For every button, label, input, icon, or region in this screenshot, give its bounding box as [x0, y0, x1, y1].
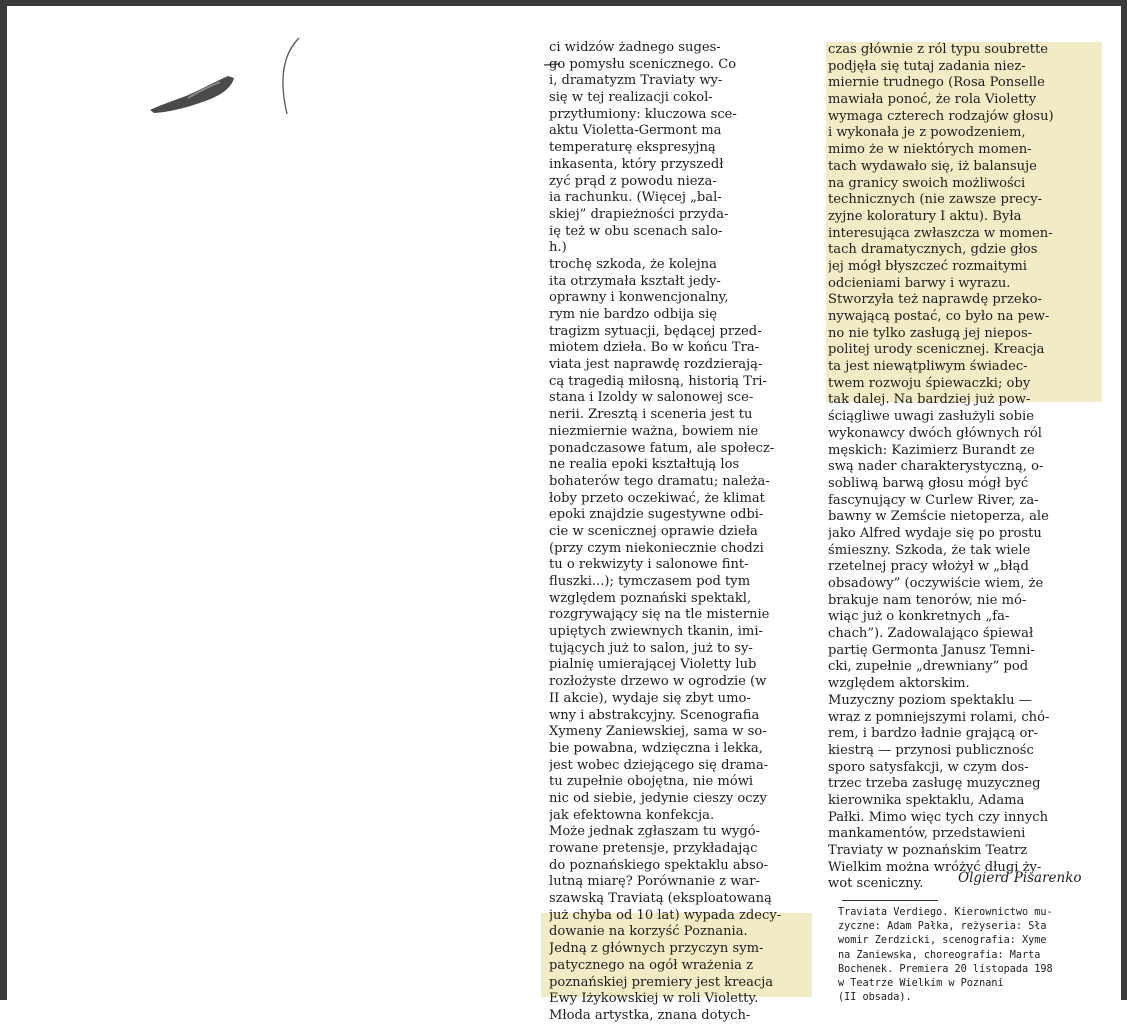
article-line: ię też w obu scenach salo-	[549, 223, 723, 239]
article-left-column	[549, 40, 817, 1025]
scan-border-top	[0, 0, 1127, 6]
article-line: rym nie bardzo odbija się	[549, 307, 718, 322]
article-line: bie powabna, wdzięczna i lekka,	[549, 740, 763, 756]
article-line: do poznańskiego spektaklu abso-	[549, 857, 769, 873]
article-line: brakuje nam tenorów, nie mó-	[828, 592, 1027, 608]
article-line: chach”). Zadowalająco śpiewał	[828, 626, 1034, 642]
article-line: szawską Traviatą (eksploatowaną	[549, 891, 772, 907]
credits-line: zyczne: Adam Pałka, reżyseria: Sła	[838, 921, 1047, 933]
article-line: przytłumiony: kluczowa sce-	[549, 106, 737, 122]
article-line: II akcie), wydaje się zbyt umo-	[549, 690, 751, 706]
article-line: zyć prąd z powodu nieza-	[549, 173, 717, 189]
pencil-arc-mark	[275, 36, 305, 116]
article-line: mimo że w niektórych momen-	[828, 142, 1032, 158]
article-line: inkasenta, który przyszedł	[549, 156, 724, 172]
article-line: miotem dzieła. Bo w końcu Tra-	[549, 340, 760, 356]
article-line: rowane pretensje, przykładając	[549, 841, 758, 856]
article-line: miernie trudnego (Rosa Ponselle	[828, 75, 1045, 91]
article-line: tragizm sytuacji, będącej przed-	[549, 323, 762, 339]
article-line: jest wobec dziejącego się drama-	[549, 757, 769, 773]
article-line: oprawny i konwencjonalny,	[549, 290, 729, 306]
credits-line: na Zaniewska, choreografia: Marta	[838, 949, 1041, 961]
article-line: upiętych zwiewnych tkanin, imi-	[549, 624, 763, 640]
article-line: pialnię umierającej Violetty lub	[549, 657, 757, 673]
article-line: łoby przeto oczekiwać, że klimat	[549, 490, 765, 506]
article-line: wraz z pomniejszymi rolami, chó-	[828, 709, 1050, 725]
article-line: bawny w Zemście nietoperza, ale	[828, 509, 1049, 525]
article-line: twem rozwoju śpiewaczki; oby	[828, 375, 1031, 391]
article-line: jej mógł błyszczeć rozmaitymi	[828, 258, 1027, 274]
article-line: trzec trzeba zasługę muzyczneg	[828, 776, 1041, 792]
article-line: cki, zupełnie „drewniany” pod	[828, 659, 1029, 675]
article-line: ci widzów żadnego suges-	[549, 40, 721, 55]
article-line: wiąc już o konkretnych „fa-	[828, 609, 1010, 625]
article-line: ita otrzymała kształt jedy-	[549, 273, 721, 289]
article-line: Xymeny Zaniewskiej, sama w so-	[549, 724, 767, 740]
article-line: obsadowy” (oczywiście wiem, że	[828, 576, 1044, 591]
credits-rule	[842, 900, 938, 901]
article-line: tach dramatycznych, gdzie głos	[828, 242, 1038, 258]
article-line: mawiała ponoć, że rola Violetty	[828, 92, 1037, 108]
article-line: wot sceniczny.	[828, 876, 924, 892]
article-line: cie w scenicznej oprawie dzieła	[549, 523, 758, 539]
article-line: nic od siebie, jedynie cieszy oczy	[549, 790, 767, 806]
article-line: nerii. Zresztą i sceneria jest tu	[549, 407, 753, 423]
article-line: skiej” drapieżności przyda-	[549, 206, 729, 222]
article-line: partię Germonta Janusz Temni-	[828, 642, 1035, 658]
article-line: aktu Violetta-Germont ma	[549, 123, 722, 139]
article-line: politej urody scenicznej. Kreacja	[828, 342, 1045, 358]
article-right-column	[828, 42, 1120, 893]
article-line: stana i Izoldy w salonowej sce-	[549, 390, 754, 406]
credits-line: w Teatrze Wielkim w Poznani	[838, 977, 1004, 989]
article-line: epoki znajdzie sugestywne odbi-	[549, 507, 764, 523]
article-line: się w tej realizacji cokol-	[549, 90, 713, 106]
article-line: viata jest naprawdę rozdzierają-	[549, 357, 763, 373]
article-line: tak dalej. Na bardziej już pow-	[828, 392, 1031, 408]
article-line: już chyba od 10 lat) wypada zdecy-	[549, 907, 782, 923]
article-line: jako Alfred wydaje się po prostu	[828, 525, 1042, 541]
article-line: dowanie na korzyść Poznania.	[549, 924, 748, 940]
article-line: względem poznański spektakl,	[549, 590, 752, 606]
article-line: czas głównie z ról typu soubrette	[828, 42, 1049, 57]
production-credits	[838, 906, 1120, 1005]
article-line: ściągliwe uwagi zasłużyli sobie	[828, 409, 1034, 425]
article-line: Wielkim można wróżyć długi ży-	[828, 859, 1042, 875]
article-line: temperaturę ekspresyjną	[549, 140, 716, 156]
article-line: wymaga czterech rodzajów głosu)	[828, 108, 1054, 124]
article-line: podjęła się tutaj zadania niez-	[828, 58, 1026, 74]
credits-line: Bochenek. Premiera 20 listopada 198	[838, 963, 1053, 975]
credits-line: womir Żerdzicki, scenografia: Xyme	[838, 935, 1047, 947]
article-line: niezmiernie ważna, bowiem nie	[549, 423, 759, 439]
article-line: ne realia epoki kształtują los	[549, 457, 740, 473]
article-line: Muzyczny poziom spektaklu —	[828, 692, 1032, 708]
article-line: tu o rekwizyty i salonowe fint-	[549, 557, 749, 573]
article-line: Jedną z głównych przyczyn sym-	[549, 941, 764, 957]
article-line: tu zupełnie obojętna, nie mówi	[549, 774, 754, 790]
article-line: sobliwą barwą głosu mógł być	[828, 475, 1029, 491]
credits-line: Traviata Verdiego. Kierownictwo mu-	[838, 907, 1053, 918]
article-line: fluszki...); tymczasem pod tym	[549, 574, 751, 589]
article-line: Może jednak zgłaszam tu wygó-	[549, 824, 761, 840]
ink-smudge-mark	[148, 72, 238, 114]
article-line: trochę szkoda, że kolejna	[549, 256, 717, 272]
article-line: lutną miarę? Porównanie z war-	[549, 874, 760, 890]
scan-border-right	[1121, 0, 1127, 1000]
article-line: tujących już to salon, już to sy-	[549, 640, 753, 656]
article-line: patycznego na ogół wrażenia z	[549, 957, 754, 973]
article-line: sporo satysfakcji, w czym dos-	[828, 759, 1029, 775]
article-line: fascynujący w Curlew River, za-	[828, 492, 1039, 508]
article-line: h.)	[549, 240, 567, 256]
article-line: Pałki. Mimo więc tych czy innych	[828, 809, 1049, 825]
article-line: cą tragedią miłosną, historią Tri-	[549, 373, 767, 389]
author-signature: Olgierd Pisarenko	[958, 870, 1082, 886]
article-line: ponadczasowe fatum, ale społecz-	[549, 440, 775, 456]
article-line: technicznych (nie zawsze precy-	[828, 192, 1043, 208]
article-line: odcieniami barwy i wyrazu.	[828, 275, 1011, 291]
article-line: ia rachunku. (Więcej „bal-	[549, 190, 722, 206]
article-line: śmieszny. Szkoda, że tak wiele	[828, 542, 1031, 558]
article-line: swą nader charakterystyczną, o-	[828, 459, 1044, 475]
article-line: kiestrą — przynosi publicznośc	[828, 742, 1034, 758]
article-line: rozłożyste drzewo w ogrodzie (w	[549, 674, 767, 690]
article-line: Traviaty w poznańskim Teatrz	[828, 843, 1028, 858]
article-line: i, dramatyzm Traviaty wy-	[549, 73, 723, 89]
article-line: interesująca zwłaszcza w momen-	[828, 225, 1053, 241]
article-line: nywającą postać, co było na pew-	[828, 309, 1050, 324]
article-line: poznańskiej premiery jest kreacja	[549, 974, 774, 990]
article-line: względem aktorskim.	[828, 676, 970, 692]
article-line: zyjne koloratury I aktu). Była	[828, 208, 1022, 224]
article-line: (przy czym niekoniecznie chodzi	[549, 540, 764, 556]
article-line: Stworzyła też naprawdę przeko-	[828, 292, 1042, 308]
article-line: tach wydawało się, iż balansuje	[828, 158, 1037, 174]
article-line: kierownika spektaklu, Adama	[828, 792, 1025, 808]
article-line: wykonawcy dwóch głównych ról	[828, 425, 1042, 441]
article-line: i wykonała je z powodzeniem,	[828, 125, 1026, 141]
scan-border-left	[0, 0, 7, 1000]
article-line: jak efektowna konfekcja.	[549, 807, 715, 823]
article-line: rem, i bardzo ładnie grającą or-	[828, 726, 1039, 742]
article-line: wny i abstrakcyjny. Scenografia	[549, 707, 760, 723]
credits-line: (II obsada).	[838, 992, 912, 1004]
article-line: rzetelnej pracy włożył w „błąd	[828, 559, 1029, 575]
article-line: ta jest niewątpliwym świadec-	[828, 359, 1028, 375]
article-line: Młoda artystka, znana dotych-	[549, 1007, 751, 1023]
article-line: męskich: Kazimierz Burandt ze	[828, 442, 1035, 458]
article-line: rozgrywający się na tle misternie	[549, 607, 770, 623]
article-line: no nie tylko zasługą jej niepos-	[828, 325, 1033, 341]
article-line: Ewy Iżykowskiej w roli Violetty.	[549, 991, 759, 1007]
article-line: mankamentów, przedstawieni	[828, 826, 1026, 842]
article-line: go pomysłu scenicznego. Co	[549, 56, 737, 72]
article-line: bohaterów tego dramatu; należa-	[549, 473, 770, 489]
article-line: na granicy swoich możliwości	[828, 175, 1026, 191]
